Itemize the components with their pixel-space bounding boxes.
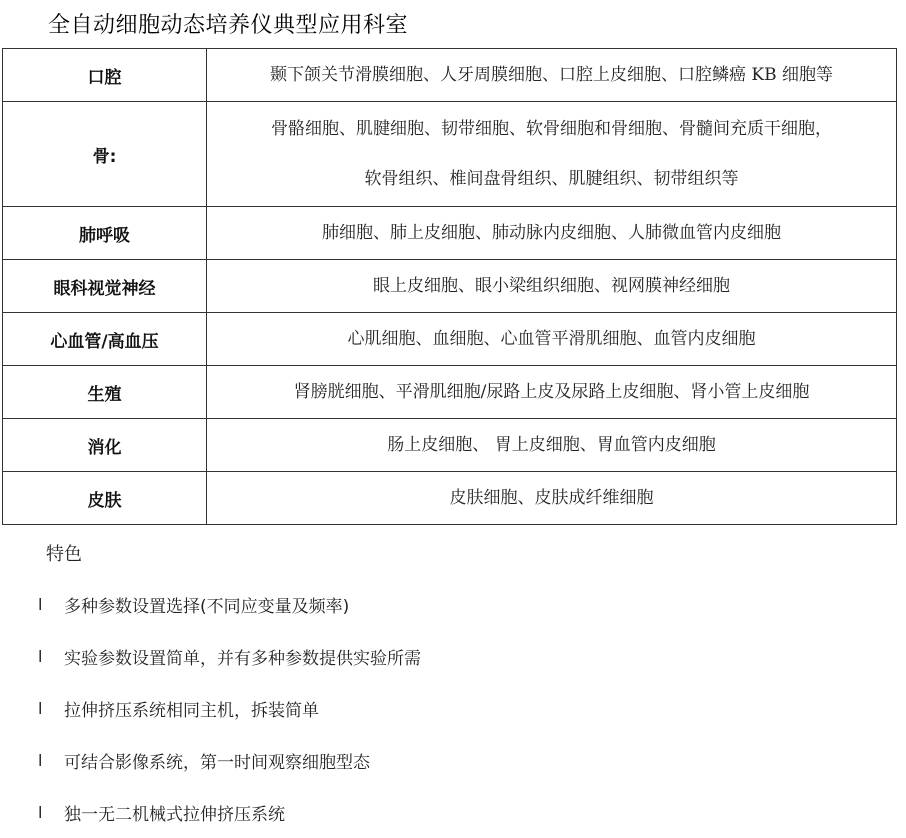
department-name: 生殖 [3, 366, 207, 419]
cell-types [207, 49, 897, 102]
department-name: 骨: [3, 102, 207, 207]
cell-types-line: 骨骼细胞、肌腱细胞、韧带细胞、软骨细胞和骨细胞、骨髓间充质干细胞， [271, 119, 832, 139]
table-row [3, 102, 897, 207]
department-name: 肺呼吸 [3, 207, 207, 260]
department-name: 皮肤 [3, 472, 207, 525]
list-item [38, 682, 421, 734]
table-row [3, 472, 897, 525]
cell-types-line: 心肌细胞、血细胞、心血管平滑肌细胞、血管内皮细胞 [347, 329, 756, 349]
cell-types-line: 肠上皮细胞、 胃上皮细胞、胃血管内皮细胞 [387, 435, 716, 455]
list-item [38, 734, 421, 786]
bullet-icon: l [38, 802, 43, 822]
bullet-icon: l [38, 594, 43, 614]
table-row [3, 207, 897, 260]
cell-types [207, 102, 897, 207]
table-row [3, 49, 897, 102]
bullet-icon: l [38, 750, 43, 770]
cell-types-line: 肾膀胱细胞、平滑肌细胞/尿路上皮及尿路上皮细胞、肾小管上皮细胞 [293, 382, 810, 402]
cell-types-line: 颞下颌关节滑膜细胞、人牙周膜细胞、口腔上皮细胞、口腔鳞癌 KB 细胞等 [270, 65, 833, 85]
table-row [3, 313, 897, 366]
table-row [3, 260, 897, 313]
feature-text: 实验参数设置简单，并有多种参数提供实验所需 [64, 648, 421, 669]
cell-types [207, 313, 897, 366]
page-title: 全自动细胞动态培养仪典型应用科室 [48, 13, 409, 38]
list-item [38, 786, 421, 838]
features-heading: 特色 [46, 544, 82, 565]
feature-text: 可结合影像系统，第一时间观察细胞型态 [64, 752, 370, 773]
department-table [2, 48, 897, 525]
cell-types-line: 皮肤细胞、皮肤成纤维细胞 [449, 488, 654, 508]
cell-types [207, 419, 897, 472]
table-row [3, 366, 897, 419]
feature-text: 独一无二机械式拉伸挤压系统 [64, 804, 285, 825]
cell-types [207, 260, 897, 313]
cell-types-line: 肺细胞、肺上皮细胞、肺动脉内皮细胞、人肺微血管内皮细胞 [322, 223, 781, 243]
cell-types-line: 软骨组织、椎间盘骨组织、肌腱组织、韧带组织等 [364, 169, 739, 189]
list-item [38, 578, 421, 630]
bullet-icon: l [38, 646, 43, 666]
department-name: 口腔 [3, 49, 207, 102]
department-name: 心血管/高血压 [3, 313, 207, 366]
cell-types-line: 眼上皮细胞、眼小梁组织细胞、视网膜神经细胞 [373, 276, 730, 296]
cell-types [207, 366, 897, 419]
table-row [3, 419, 897, 472]
cell-types [207, 207, 897, 260]
feature-list [38, 578, 421, 838]
department-name: 眼科视觉神经 [3, 260, 207, 313]
feature-text: 拉伸挤压系统相同主机，拆装简单 [64, 700, 319, 721]
list-item [38, 630, 421, 682]
bullet-icon: l [38, 698, 43, 718]
feature-text: 多种参数设置选择(不同应变量及频率) [64, 596, 350, 617]
department-name: 消化 [3, 419, 207, 472]
cell-types [207, 472, 897, 525]
